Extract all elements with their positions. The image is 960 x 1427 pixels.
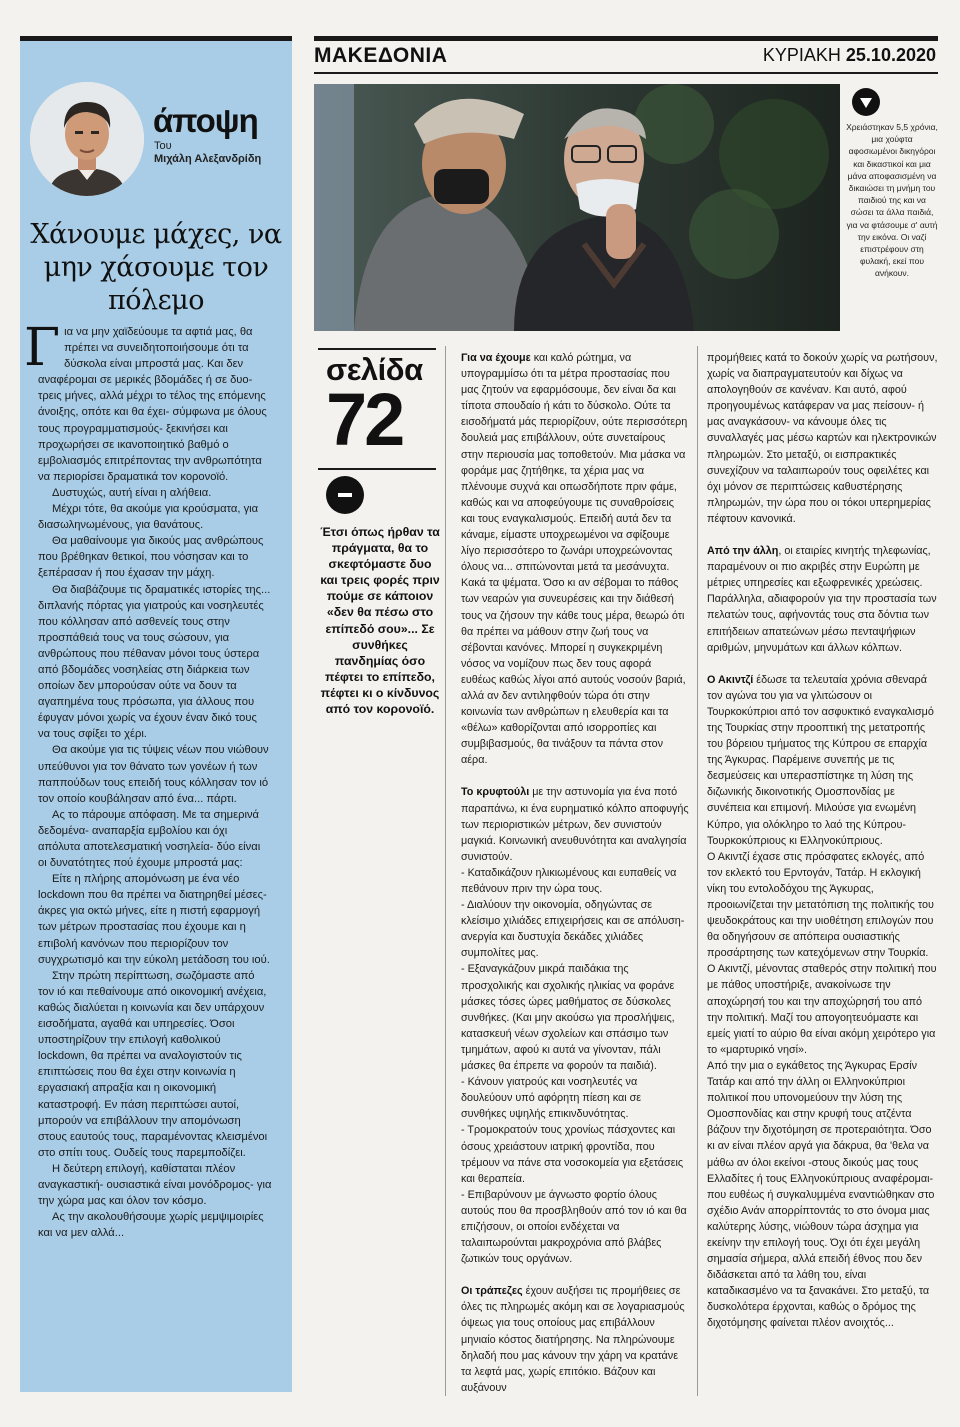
issue-day: ΚΥΡΙΑΚΗ: [762, 45, 841, 65]
paragraph-lead: Για να έχουμε: [461, 352, 531, 364]
drop-cap: Γ: [24, 318, 61, 378]
author-portrait: [30, 82, 144, 196]
col2-list-item: - Καταδικάζουν ηλικιωμένους και ευπαθείς να πεθάνουν πριν την ώρα τους.: [461, 866, 677, 895]
opinion-paragraph: Είτε η πλήρης απομόνωση με ένα νέο lockdown που θα πρέπει να διατηρηθεί μέσες- άκρες για οκτώ μήνες, είτε η πιστή εφαρμογή των μέτρων προστασίας που έχουμε και η επιβολή κανόνων που περιορίζουν τον συγχρωτισμό και την εύκολη μετάδοση του ιού.: [38, 873, 270, 966]
column-divider: [697, 346, 698, 1396]
opinion-paragraph: Στην πρώτη περίπτωση, σωζόμαστε από τον ιό και πεθαίνουμε από οικονομική ανέχεια, καθώς διαλύεται η κοινωνία και δεν υπάρχουν εισοδήματα, αγαθά και υπηρεσίες. Όσοι υποστηρίζουν την επιλογή καθολικού lockdown, θα πρέπει να αναλογιστούν τις επιπτώσεις που θα έχει στην κοινωνία η εργασιακή απραξία και η οικονομική καταστροφή. Εν πάση περιπτώσει αυτοί, μπορούν να επιβάλλουν την απομόνωση στους εαυτούς τους, παραμένοντας κλεισμένοι στο σπίτι τους. Ουδείς τους παρεμποδίζει.: [38, 969, 268, 1159]
page-label: σελίδα: [326, 352, 423, 387]
opinion-headline: Χάνουμε μάχες, να μην χάσουμε τον πόλεμο: [30, 219, 282, 316]
opinion-top-rule: [20, 36, 292, 41]
newspaper-name: ΜΑΚΕΔΟΝΙΑ: [314, 44, 448, 67]
photo-caption: Χρειάστηκαν 5,5 χρόνια, μια χούφτα αφοσιωμένοι δικηγόροι και δικαστικοί και μια μάνα αποφασισμένη να δικαιώσει τη μνήμη του παιδιού της και να σώσει τα άλλα παιδιά, για να φτάσουμε σ' αυτή την εικόνα. Οι ναζί επιστρέφουν στη φυλακή, εκεί που ανήκουν.: [846, 122, 938, 279]
opinion-paragraph: Θα μαθαίνουμε για δικούς μας ανθρώπους που βρέθηκαν θετικοί, που νόσησαν και το ξεπέρασαν ή που έχασαν την μάχη.: [38, 535, 264, 580]
paragraph-lead: Οι τράπεζες: [461, 1285, 523, 1298]
column-divider: [445, 346, 446, 1396]
byline-prefix: Του: [154, 140, 172, 152]
page-box-rule: [318, 348, 436, 350]
col2-list-item: - Εξαναγκάζουν μικρά παιδάκια της προσχολικής και σχολικής ηλικίας να φοράνε μάσκες τόσες ώρες μαθήματος σε δύσκολες συνθήκες. (Και μην ακούσω για προσλήψεις, κατασκευή νέων σχολείων και σπάσιμο των τμημάτων, αφού κι αυτά να γίνονταν, πάλι μάσκες θα έπρεπε να φορούν τα παιδιά).: [461, 963, 675, 1073]
col3-paragraph: προμήθειες κατά το δοκούν χωρίς να ρωτήσουν, χωρίς να διαπραγματευτούν και δίχως να απολογηθούν σε κανέναν. Και αυτό, αφού προηγουμένως κατάφεραν να μας πείσουν- ή μας αναγκάσουν- να κάνουμε όλες τις συναλλαγές μας μέσω καρτών και ηλεκτρονικών πληρωμών. Στο μεταξύ, οι εισπρακτικές συνεχίζουν να ταλαιπωρούν τους οφειλέτες και όχι μόνον σε περιπτώσεις καθυστέρησης πληρωμών, την ώρα που οι τόκοι υπερημερίας πέφτουν κανονικά.: [707, 352, 938, 525]
paragraph-text: έχουν αυξήσει τις προμήθειες σε όλες τις πληρωμές ακόμη και σε λογαριασμούς όψεως για τους οποίους μας επιβάλλουν μηνιαίο κόστος διατήρησης. Να πληρώνουμε δηλαδή που μας κάνουν την χάρη να κρατάνε τα λεφτά μας, χωρίς επιτόκιο. Βάζουν και αυξάνουν: [461, 1285, 685, 1394]
body-column-3: [707, 350, 938, 1332]
opinion-kicker: άποψη: [153, 102, 258, 139]
opinion-paragraph: Θα διαβάζουμε τις δραματικές ιστορίες της... διπλανής πόρτας για γιατρούς και νοσηλευτές που κόλλησαν από ασθενείς τους στην προσπάθειά τους να τους σώσουν, για ανθρώπους που πέθαναν μόνοι τους ύστερα από βδομάδες νοσηλείας στη διάρκεια των οποίων δεν μπορούσαν ούτε να δουν τα αγαπημένα τους πρόσωπα, για άλλους που έφυγαν μόνοι χωρίς να έχουν έναν δικό τους να τους σφίξει το χέρι.: [38, 583, 271, 741]
col3-paragraph: Από την μια ο εγκάθετος της Άγκυρας Ερσίν Τατάρ και από την άλλη οι Ελληνοκύπριοι πολιτικοί που υπονομεύουν την λύση της Ομοσπονδίας και στην κρυφή τους ατζέντα βάζουν την διχοτόμηση σε προτεραιότητα. Όσο κι αν είναι πλέον αργά για δάκρυα, θα 'θελα να μάθω αν όλοι εκείνοι -στους δικούς μας τους Ελλαδίτες ή τους Ελληνοκύπριους αναφέρομαι- που ευθέως ή συγκαλυμμένα εναντιώθηκαν στο σχέδιο Ανάν απορρίπτοντάς το στο όνομα μιας καλύτερης λύσης, νιώθουν τώρα άσχημα για εκείνην την επιλογή τους. Όχι ότι έχει μεγάλη σημασία σήμερα, αλλά επειδή έθνος που δεν διδάσκεται από τα λάθη του, είναι καταδικασμένο να τα ξανακάνει. Στο μεταξύ, τα δυσκολότερα έρχονται, καθώς ο δρόμος της διχοτόμησης φαίνεται πλέον ανοιχτός...: [707, 1059, 935, 1330]
photo-illustration: [314, 84, 840, 331]
opinion-body: [24, 318, 272, 1241]
masthead-bottom-rule: [314, 72, 938, 74]
paragraph-text: , οι εταιρίες κινητής τηλεφωνίας, παραμένουν οι πιο ακριβές στην Ευρώπη με μέτριες υπηρεσίες και εξωφρενικές χρεώσεις. Παράλληλα, αδιαφορούν για την προστασία των πελατών τους, αφήνοντάς τους στα δόντια των επιτήδειων απατεώνων μέσω πενταψήφιων αριθμών, μηνυμάτων και άλλων κόλπων.: [707, 545, 937, 654]
paragraph-text: με την αστυνομία για ένα ποτό παραπάνω, κι ένα ευρηματικό κόλπο αποφυγής των περιοριστικών μέτρων, δεν συνιστούν μαγκιά. Κοινωνική ανευθυνότητα και αναλγησία συνιστούν.: [461, 786, 689, 863]
col2-list-item: - Διαλύουν την οικονομία, οδηγώντας σε κλείσιμο χιλιάδες επιχειρήσεις και σε απόλυση- ανεργία και δυστυχία δεκάδες χιλιάδες συμπολίτες μας.: [461, 899, 685, 960]
news-photo: [314, 84, 840, 331]
col2-paragraph: [461, 350, 689, 768]
opinion-column: [20, 36, 292, 1392]
masthead-top-rule: [314, 36, 938, 41]
col2-paragraph: [461, 784, 689, 864]
pull-quote: Έτσι όπως ήρθαν τα πράγματα, θα το σκεφτόμαστε δυο και τρεις φορές πριν πούμε σε κάποιον «δεν θα πέσω στο επίπεδό σου»... Σε συνθήκες πανδημίας όσο πέφτει το επίπεδο, πέφτει κι ο κίνδυνος από τον κορονοϊό.: [320, 525, 440, 717]
opinion-paragraph: Δυστυχώς, αυτή είναι η αλήθεια.: [52, 486, 212, 499]
page-number: 72: [326, 378, 403, 461]
col3-paragraph: [707, 543, 938, 656]
issue-date-number: 25.10.2020: [845, 45, 936, 65]
opinion-first-paragraph: ια να μην χαϊδεύουμε τα αφτιά μας, θα πρέπει να συνειδητοποιήσουμε ότι τα δύσκολα είναι μπροστά μας. Και δεν αναφέρομαι σε μερικές βδομάδες ή σε δυο- τρεις μήνες, αλλά μέχρι το τέλος της επόμενης άνοιξης, οπότε και θα έχει- σύμφωνα με όλους τους προγραμματισμούς- ξεκινήσει και προχωρήσει σε ικανοποιητικό βαθμό ο εμβολιασμός επιτρέποντας την ανθρωπότητα να περιορίσει δραματικά τον κορονοϊό.: [38, 326, 267, 483]
opinion-paragraph: Ας την ακολουθήσουμε χωρίς μεμψιμοιρίες και να μεν αλλά...: [38, 1211, 264, 1240]
col3-paragraph: [707, 672, 938, 849]
page-box-rule-bottom: [318, 468, 436, 470]
opinion-paragraph: Μέχρι τότε, θα ακούμε για κρούσματα, για διασωληνωμένους, για θανάτους.: [38, 503, 259, 532]
paragraph-lead: Το κρυφτούλι: [461, 786, 530, 799]
issue-date: [763, 45, 936, 66]
author-name: Μιχάλη Αλεξανδρίδη: [154, 153, 262, 165]
paragraph-lead: Από την άλλη: [707, 545, 779, 558]
paragraph-text: και καλό ρώτημα, να υπογραμμίσω ότι τα μέτρα προστασίας που μας ζητούν να εφαρμόσουμε, δεν είναι δα και τίποτα σπουδαίο ή κάτι το δύσκολο. Ούτε τα εισοδήματά μάς περιορίζουν, ούτε περισσότερη δουλειά μας επιβάλλουν, ούτε συνεταίρους στην περιουσία μας τοποθετούν. Μια μάσκα να φοράμε μας ζητήθηκε, τα χέρια μας να πλένουμε συχνά και οπωσδήποτε πριν φάμε, καθώς και να αποφεύγουμε τις συναθροίσεις και τους εναγκαλισμούς. Επειδή αυτά δεν τα κάναμε, είμαστε υποχρεωμένοι να σφίξουμε λίγο περισσότερο το ζωνάρι υποχρεώνοντας όλους να... σπιτώνονται μετά τα μεσάνυχτα. Κακά τα ψέματα. Όσο κι αν σέβομαι το πάθος των νεαρών για συνευρέσεις και την διάθεσή τους να ζήσουν την κάθε τους μέρα, θεωρώ ότι θα πρέπει να μάθουν στην ζωή τους να σέβονται κανόνες. Μπορεί η συγκεκριμένη νόσος να νομίζουν πως δεν τους αφορά ευθέως καθώς λίγοι από αυτούς νοσούν βαριά, αλλά αν δεν αντιληφθούν τώρα ότι στην κοινωνία των ανθρώπων η ελευθερία και τα «θέλω» καθορίζονται από ισορροπίες και συμβιβασμούς, θα τινάξουν τα πάντα στον αέρα.: [461, 352, 688, 767]
opinion-paragraph: Θα ακούμε για τις τύψεις νέων που νιώθουν υπεύθυνοι για τον θάνατο των γονέων ή των παππούδων τους επειδή τους κόλλησαν τον ιό τον οποίο κουβάλησαν από ένα... πάρτι.: [38, 744, 269, 805]
minus-icon: [326, 476, 364, 514]
opinion-paragraph: Η δεύτερη επιλογή, καθίσταται πλέον αναγκαστική- ουσιαστικά είναι μονόδρομος- για την χώρα μας και όλον τον κόσμο.: [38, 1162, 272, 1208]
col2-list-item: - Επιβαρύνουν με άγνωστο φορτίο όλους αυτούς που θα προσβληθούν από τον ιό και θα επιζήσουν, οι οποίοι ενδέχεται να ταλαιπωρούνται μακροχρόνια από βλάβες ζωτικών τους οργάνων.: [461, 1188, 687, 1266]
col2-list-item: - Τρομοκρατούν τους χρονίως πάσχοντες και όσους χρειάστουν ιατρική φροντίδα, που τρέμουν να πάνε στα νοσοκομεία για εξετάσεις και θεραπεία.: [461, 1124, 684, 1185]
paragraph-lead: Ο Ακιντζί: [707, 673, 754, 686]
author-avatar: [30, 82, 144, 196]
col2-list-item: - Κάνουν γιατρούς και νοσηλευτές να δουλεύουν υπό αφόρητη πίεση και σε συνθήκες υψηλής επικινδυνότητας.: [461, 1076, 642, 1121]
caption-arrow-icon: [852, 88, 880, 116]
col2-paragraph: [461, 1283, 689, 1396]
col3-paragraph: Ο Ακιντζί έχασε στις πρόσφατες εκλογές, από τον εκλεκτό του Ερντογάν, Τατάρ. Η εκλογική νίκη του εντολοδόχου της Άγκυρας, προοιωνίζεται την μετατόπιση της πολιτικής του ψευδοκράτους και την υιοθέτηση επιλογών που θα οδηγήσουν σε απόπειρα ουσιαστικής προσάρτησης των κατεχόμενων στην Τουρκία.: [707, 850, 934, 960]
body-column-2: [461, 350, 689, 1396]
paragraph-text: έδωσε τα τελευταία χρόνια σθεναρά τον αγώνα του για να γλιτώσουν οι Τουρκοκύπριοι από τον ασφυκτικό εναγκαλισμό της Τουρκίας στην προοπτική της μετατροπής του βόρειου τμήματος της Κύπρου σε επαρχία της Άγκυρας. Παρέμεινε συνεπής με τις δεσμεύσεις και υπερασπίστηκε τη λύση της διζωνικής δικοινοτικής Ομοσπονδίας με συνέπεια και επιμονή. Μιλούσε για ενωμένη Κύπρο, για ολόκληρο το λαό της Κύπρου- Τουρκοκύπριους κι Ελληνοκύπριους.: [707, 673, 934, 847]
opinion-paragraph: Ας το πάρουμε απόφαση. Με τα σημερινά δεδομένα- αναπαρξία εμβολίου και όχι απόλυτα αποτελεσματική νοσηλεία- δύο είναι οι δυνατότητες πού έχουμε μπροστά μας:: [38, 808, 261, 870]
col3-paragraph: Ο Ακιντζί, μένοντας σταθερός στην πολιτική που με πάθος υποστήριξε, ανακοίνωσε την αποχώρησή του και την αποχώρησή του από την πολιτική. Μαζί του απογοητευόμαστε και εμείς γιατί το αύριο θα είναι ακόμη χειρότερο για το «μαρτυρικό νησί».: [707, 963, 937, 1056]
